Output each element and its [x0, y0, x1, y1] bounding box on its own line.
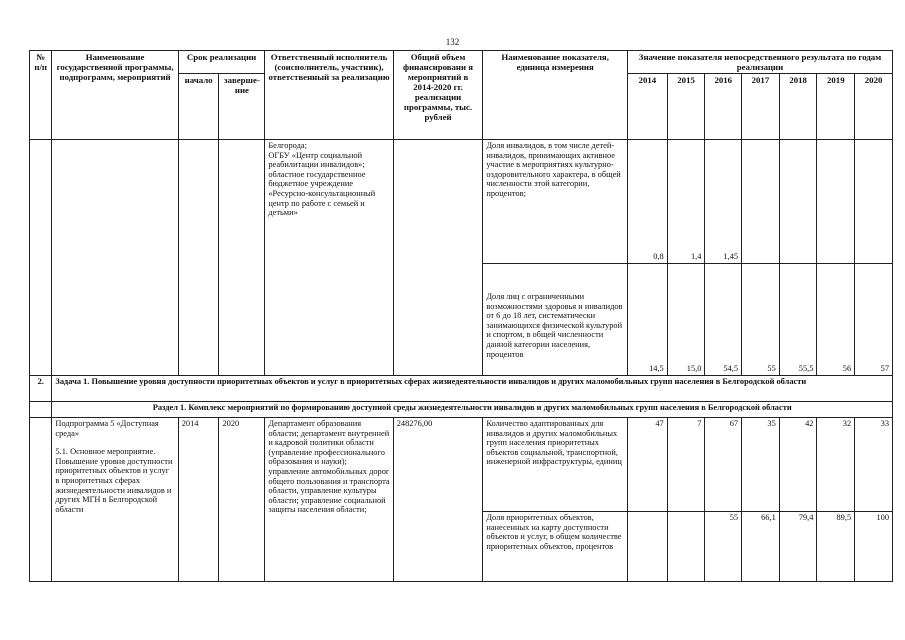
header-term-end: заверше-ние — [219, 74, 265, 140]
cell-value: 56 — [817, 264, 855, 376]
page-number: 132 — [445, 37, 460, 47]
executor-line: Белгорода; — [268, 141, 307, 150]
header-year: 2020 — [855, 74, 893, 140]
header-term-start: начало — [178, 74, 219, 140]
header-executor: Ответственный исполнитель (соисполнитель, участник), ответственный за реализацию — [265, 51, 393, 140]
cell-value: 57 — [855, 264, 893, 376]
cell-value — [855, 140, 893, 264]
subprogram-name: Подпрограмма 5 «Доступная среда» — [55, 419, 159, 438]
cell-value: 55,5 — [779, 264, 817, 376]
cell-executor: Департамент образования области; департамент внутренней и кадровой политики области (управление профессионального образования и науки); управление автомобильных дорог общего пользования и транспорта области, управление культуры области; управление социальной защиты населения области; — [265, 418, 393, 582]
header-funding: Общий объем финансировани я мероприятий в 2014-2020 гг. реализации программы, тыс. рублей — [393, 51, 483, 140]
cell-value: 79,4 — [779, 512, 817, 582]
cell-value — [628, 512, 668, 582]
header-term: Срок реализации — [178, 51, 265, 74]
measure-name: 5.1. Основное мероприятие. Повышение уровня доступности приоритетных объектов и услуг в приоритетных сферах жизнедеятельности инвалидов и других МГН в Белгородской области — [55, 447, 173, 514]
cell-value: 42 — [779, 418, 817, 512]
task-num: 2. — [30, 376, 52, 402]
header-year: 2019 — [817, 74, 855, 140]
cell-value — [779, 140, 817, 264]
header-year: 2014 — [628, 74, 668, 140]
cell-value: 33 — [855, 418, 893, 512]
table-row — [30, 418, 893, 512]
cell-value: 55 — [742, 264, 780, 376]
cell-value — [817, 140, 855, 264]
cell-start — [178, 140, 219, 376]
header-year: 2016 — [705, 74, 742, 140]
cell-value: 89,5 — [817, 512, 855, 582]
executor-line: областное государственное бюджетное учреждение «Ресурсно-консультационный центр по работе с семьей и детьми» — [268, 169, 376, 218]
cell-executor — [265, 140, 393, 376]
cell-value: 100 — [855, 512, 893, 582]
cell-value — [667, 512, 705, 582]
table-row — [30, 140, 893, 264]
cell-num — [30, 418, 52, 582]
cell-start: 2014 — [178, 418, 219, 582]
cell-end — [219, 140, 265, 376]
cell-value: 7 — [667, 418, 705, 512]
header-year: 2017 — [742, 74, 780, 140]
cell-indicator: Количество адаптированных для инвалидов и других маломобильных групп населения приоритетных объектов социальной, транспортной, инженерной инфраструктуры, единиц — [483, 418, 628, 512]
cell-value: 55 — [705, 512, 742, 582]
cell-value: 32 — [817, 418, 855, 512]
cell-end: 2020 — [219, 418, 265, 582]
executor-line: ОГБУ «Центр социальной реабилитации инвалидов»; — [268, 150, 365, 170]
program-table — [29, 50, 893, 582]
cell-value: 66,1 — [742, 512, 780, 582]
cell-value — [742, 140, 780, 264]
cell-funding — [393, 140, 483, 376]
header-num: № п/п — [30, 51, 52, 140]
cell-num — [30, 140, 52, 376]
task-text: Задача 1. Повышение уровня доступности приоритетных объектов и услуг в приоритетных сферах жизнедеятельности инвалидов и других маломобильных групп населения в Белгородской области — [52, 376, 893, 402]
section-text: Раздел 1. Комплекс мероприятий по формированию доступной среды жизнедеятельности инвалидов и других маломобильных групп населения в Белгородской области — [52, 402, 893, 418]
cell-value: 47 — [628, 418, 668, 512]
cell-value: 67 — [705, 418, 742, 512]
section-num — [30, 402, 52, 418]
cell-value: 35 — [742, 418, 780, 512]
header-year: 2018 — [779, 74, 817, 140]
task-row — [30, 376, 893, 402]
header-indicator: Наименование показателя, единица измерения — [483, 51, 628, 140]
cell-value: 1,45 — [705, 140, 742, 264]
cell-value: 1,4 — [667, 140, 705, 264]
header-year: 2015 — [667, 74, 705, 140]
cell-indicator: Доля лиц с ограниченными возможностями здоровья и инвалидов от 6 до 18 лет, систематически занимающихся физической культурой и спортом, в общей численности данной категории населения, процентов — [483, 264, 628, 376]
cell-value: 14,5 — [628, 264, 668, 376]
header-name: Наименование государственной программы, подпрограмм, мероприятий — [52, 51, 178, 140]
section-row — [30, 402, 893, 418]
header-values: Значение показателя непосредственного результата по годам реализации — [628, 51, 893, 74]
header-row-1 — [30, 51, 893, 74]
cell-value: 15,0 — [667, 264, 705, 376]
cell-name — [52, 140, 178, 376]
cell-value: 0,8 — [628, 140, 668, 264]
cell-indicator: Доля инвалидов, в том числе детей-инвалидов, принимающих активное участие в мероприятиях культурно-оздоровительного характера, в общей численности этой категории, процентов; — [483, 140, 628, 264]
cell-name — [52, 418, 178, 582]
cell-indicator: Доля приоритетных объектов, нанесенных на карту доступности объектов и услуг, в общем количестве приоритетных объектов, процентов — [483, 512, 628, 582]
cell-funding: 248276,00 — [393, 418, 483, 582]
cell-value: 54,5 — [705, 264, 742, 376]
